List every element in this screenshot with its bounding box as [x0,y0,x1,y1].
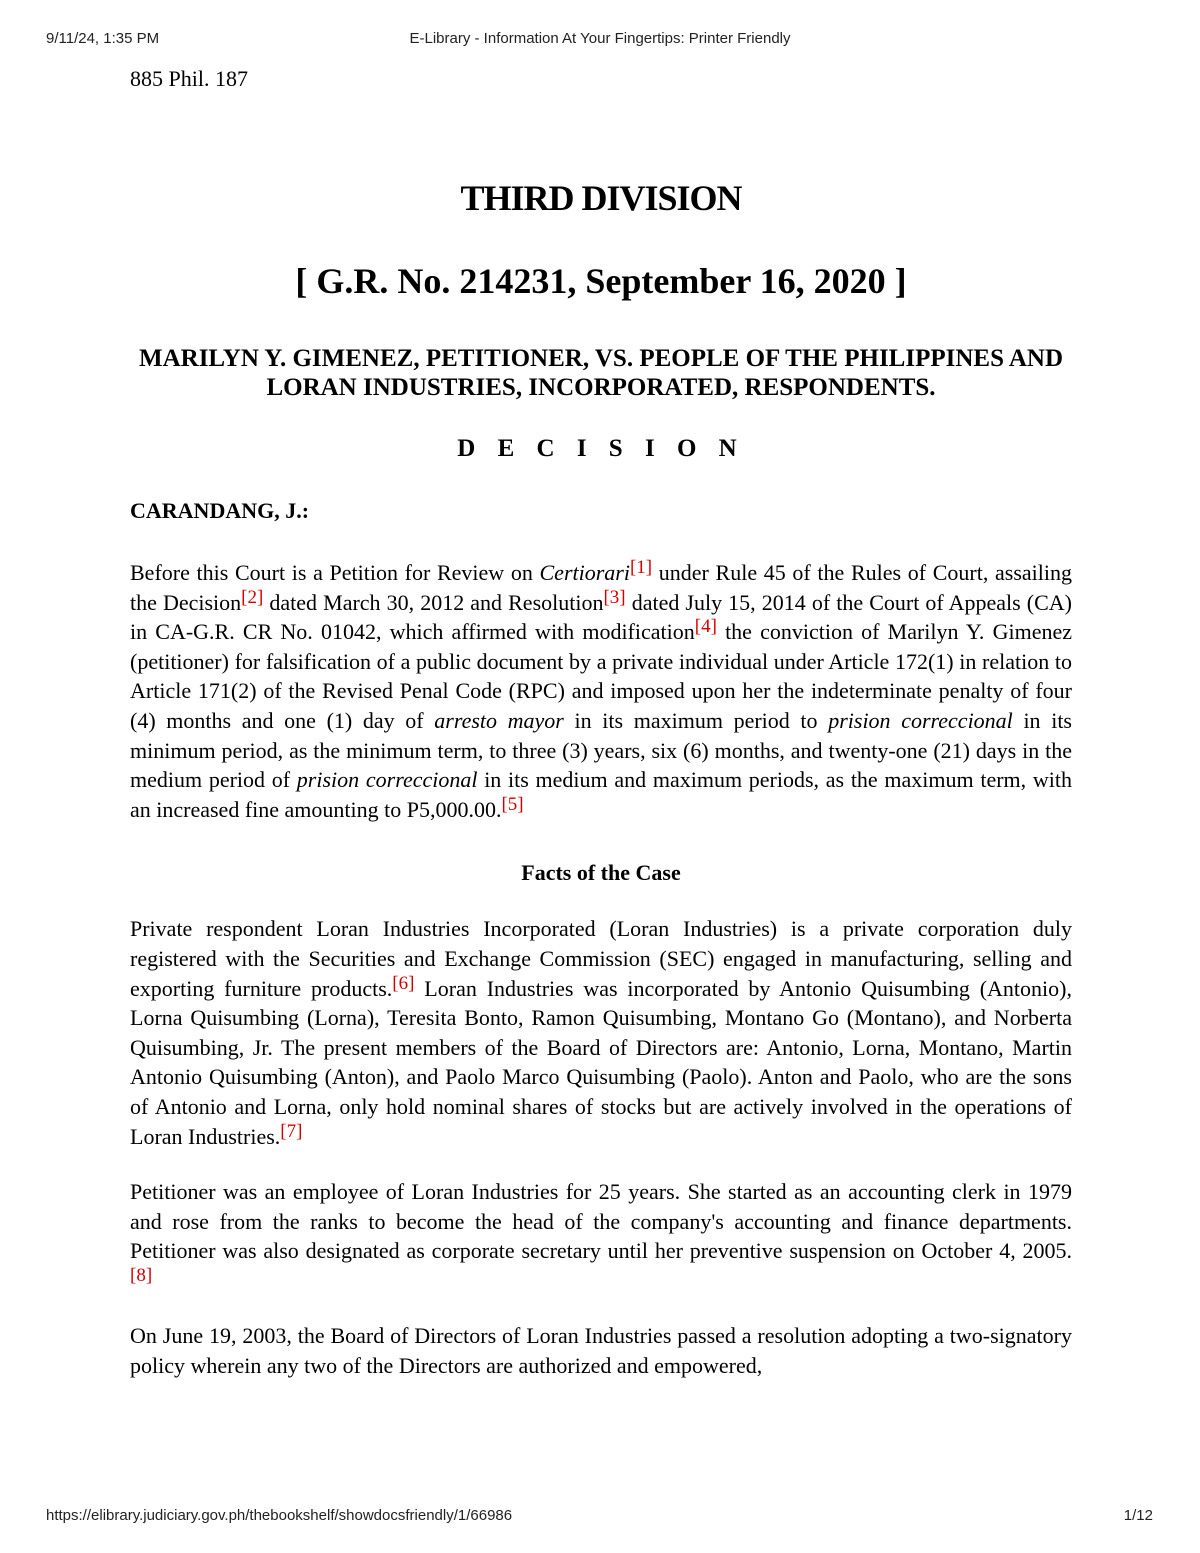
footnote-link-7[interactable]: [7] [280,1120,303,1142]
case-number: [ G.R. No. 214231, September 16, 2020 ] [295,261,907,301]
paragraph-facts-3: On June 19, 2003, the Board of Directors of Loran Industries passed a resolution adopting a two-signatory policy wherein any two of the Directors are authorized and empowered, [130,1323,1072,1379]
footnote-link-8[interactable]: [8] [130,1264,153,1286]
paragraph-facts-2: Petitioner was an employee of Loran Industries for 25 years. She started as an accounting clerk in 1979 and rose from the ranks to become the head of the company's accounting and finance departments. Petitioner was also designated as corporate secretary until her preventive suspension on October 4, 2005.[8] [130,1179,1072,1286]
decision-heading: D E C I S I O N [457,435,745,462]
footnote-link-2[interactable]: [2] [241,586,264,608]
print-page-title: E-Library - Information At Your Fingertips: Printer Friendly [409,30,791,47]
division-heading: THIRD DIVISION [460,178,742,218]
print-timestamp: 9/11/24, 1:35 PM [46,30,160,47]
print-url: https://elibrary.judiciary.gov.ph/thebookshelf/showdocsfriendly/1/66986 [46,1507,513,1524]
paragraph-facts-1: Private respondent Loran Industries Incorporated (Loran Industries) is a private corporation duly registered with the Securities and Exchange Commission (SEC) engaged in manufacturing, selling and exporting furniture products.[6] Loran Industries was incorporated by Antonio Quisumbing (Antonio), Lorna Quisumbing (Lorna), Teresita Bonto, Ramon Quisumbing, Montano Go (Montano), and Norberta Quisumbing, Jr. The present members of the Board of Directors are: Antonio, Lorna, Montano, Martin Antonio Quisumbing (Anton), and Paolo Marco Quisumbing (Paolo). Anton and Paolo, who are the sons of Antonio and Lorna, only hold nominal shares of stocks but are actively involved in the operations of Loran Industries.[7] [130,916,1072,1149]
footnote-link-1[interactable]: [1] [629,557,653,578]
case-citation: 885 Phil. 187 [130,66,248,91]
footnote-link-6[interactable]: [6] [392,972,415,994]
case-parties: MARILYN Y. GIMENEZ, PETITIONER, VS. PEOPLE OF THE PHILIPPINES AND LORAN INDUSTRIES, INCORPORATED, RESPONDENTS. [138,345,1064,401]
print-page-number: 1/12 [1123,1507,1153,1524]
document-body [130,64,1072,1381]
facts-heading: Facts of the Case [521,860,681,886]
footnote-link-3[interactable]: [3] [603,586,626,608]
footnote-link-4[interactable]: [4] [694,616,717,638]
footnote-link-5[interactable]: [5] [501,793,524,815]
ponente: CARANDANG, J.: [130,498,310,523]
paragraph-intro: Before this Court is a Petition for Review on Certiorari[1] under Rule 45 of the Rules of Court, assailing the Decision[2] dated March 30, 2012 and Resolution[3] dated July 15, 2014 of the Court of Appeals (CA) in CA-G.R. CR No. 01042, which affirmed with modification[4] the conviction of Marilyn Y. Gimenez (petitioner) for falsification of a public document by a private individual under Article 172(1) in relation to Article 171(2) of the Revised Penal Code (RPC) and imposed upon her the indeterminate penalty of four (4) months and one (1) day of arresto mayor in its maximum period to prision correccional in its minimum period, as the minimum term, to three (3) years, six (6) months, and twenty-one (21) days in the medium period of prision correccional in its medium and maximum periods, as the maximum term, with an increased fine amounting to P5,000.00.[5] [130,557,1073,822]
